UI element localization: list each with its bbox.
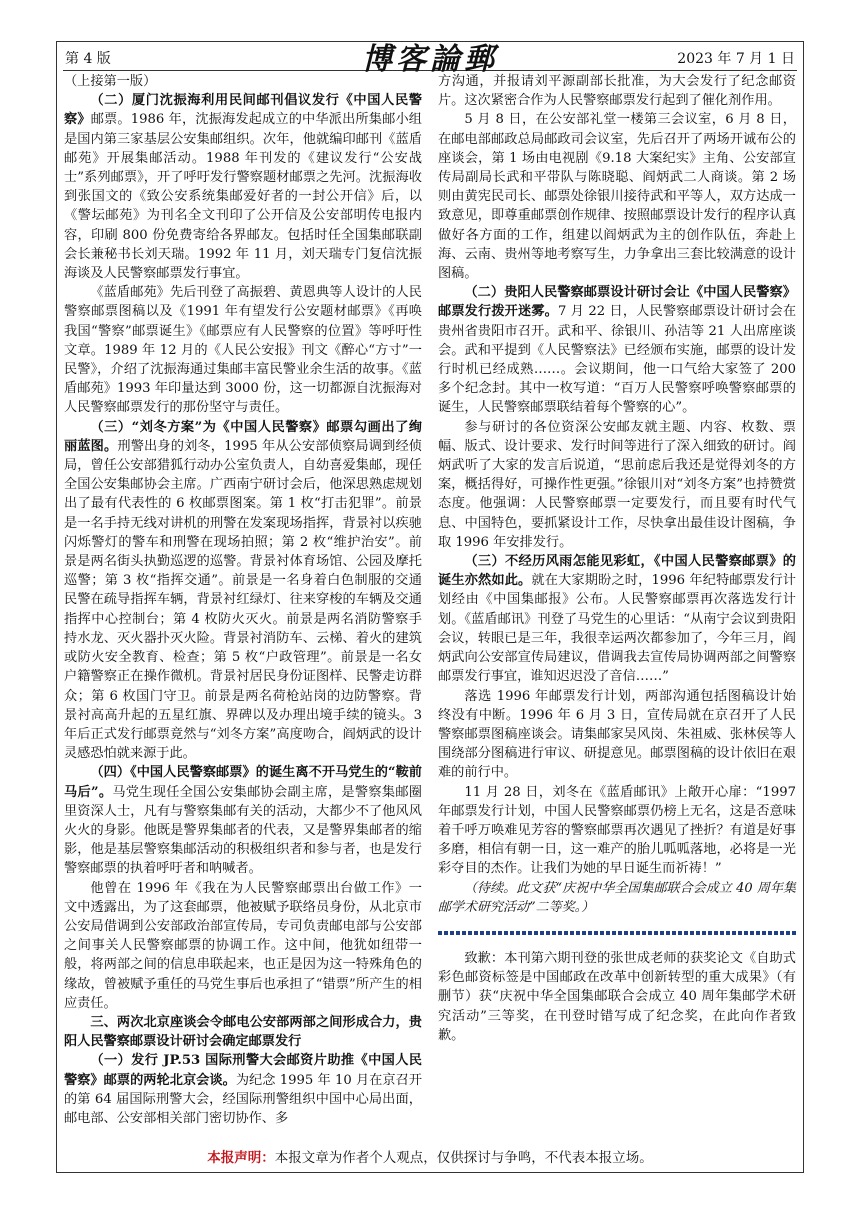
- disclaimer-footer: [56, 1146, 804, 1166]
- part-3-section-1-paragraph-1: [64, 1051, 422, 1128]
- section-3-paragraph-1: [64, 418, 422, 764]
- disclaimer-text: 本报文章为作者个人观点，仅供探讨与争鸣，不代表本报立场。: [274, 1150, 653, 1166]
- right-column: [438, 72, 796, 1045]
- part-3-section-1-continued: 方沟通，并报请刘平源副部长批准，为大会发行了纪念邮资片。这次紧密合作为人民警察邮票发行起到了催化剂作用。: [438, 74, 796, 109]
- dotted-divider: [438, 931, 796, 935]
- issue-date: 2023 年 7 月 1 日: [677, 51, 795, 67]
- left-column: [64, 72, 422, 1128]
- award-note: （待续。此文获“庆祝中华全国集邮联合会成立 40 周年集邮学术研究活动”二等奖。）: [438, 880, 796, 915]
- section-4-paragraph-1: [64, 763, 422, 878]
- section-4-text: 马党生现任全国公安集邮协会副主席，是警察集邮圈里资深人士，凡有与警察集邮有关的活动，大都少不了他风风火火的身影。他既是警界集邮者的代表，又是警界集邮者的缩影，他是基层警察集邮活动的积极组织者和参与者，也是发行警察邮票的执着呼吁者和呐喊者。: [64, 784, 422, 877]
- part-3-section-3-heading: （三）不经历风雨怎能见彩虹，《中国人民警察邮票》的诞生亦然如此。: [438, 554, 796, 589]
- section-4-paragraph-2: 他曾在 1996 年《我在为人民警察邮票出台做工作》一文中透露出，为了这套邮票，他被赋予联络员身份，从北京市公安局借调到公安部政治部宣传局，专司负责邮电部与公安部之间事关人民警察邮票的协调工作。这中间，他犹如纽带一般，将两部之间的信息串联起来，也正是因为这一特殊角色的缘故，曾被赋予重任的马党生事后也承担了“错票”所产生的相应责任。: [64, 880, 422, 1011]
- part-3-section-3-text: 就在大家期盼之时，1996 年纪特邮票发行计划经由《中国集邮报》公布。人民警察邮票再次落选发行计划。《蓝盾邮讯》刊登了马党生的心里话：“从南宁会议到贵阳会议，转眼已是三年，我很幸运两次都参加了，今年三月，阎炳武向公安部宣传局建议，借调我去宣传局协调两部之间警察邮票发行事宜，谁知迟迟没了音信……”: [438, 573, 796, 685]
- section-3-text: 刑警出身的刘冬，1995 年从公安部侦察局调到经侦局，曾任公安部猎狐行动办公室负责人，自幼喜爱集邮，现任全国公安集邮协会主席。广西南宁研讨会后，他深思熟虑规划出了最有代表性的 6 枚邮票图案。第 1 枚“打击犯罪”。前景是一名手持无线对讲机的刑警在发案现场指挥，背景衬以疾驰闪烁警灯的警车和刑警在现场拍照；第 2 枚“维护治安”。前景是两名街头执勤巡逻的巡警。背景衬体育场馆、公园及摩托巡警；第 3 枚“指挥交通”。前景是一名身着白色制服的交通民警在疏导指挥车辆，背景衬红绿灯、往来穿梭的车辆及交通指挥中心控制台；第 4 枚防火灭火。前景是两名消防警察手持水龙、灭火器扑灭火险。背景衬消防车、云梯、着火的建筑或防火安全教育、检查；第 5 枚“户政管理”。前景是一名女户籍警察正在操作微机。背景衬居民身份证图样、民警走访群众；第 6 枚国门守卫。前景是两名荷枪站岗的边防警察。背景衬高高升起的五星红旗、界碑以及办理出境手续的镜头。3 年后正式发行邮票竟然与“刘冬方案”高度吻合，阎炳武的设计灵感恐怕就来源于此。: [64, 438, 422, 762]
- page-header: [63, 30, 797, 77]
- apology-notice: 致歉：本刊第六期刊登的张世成老师的获奖论文《自助式彩色邮资标签是中国邮政在改革中创新转型的重大成果》（有删节）获“庆祝中华全国集邮联合会成立 40 周年集邮学术研究活动”三等奖，在刊登时错写成了纪念奖，在此向作者致歉。: [438, 950, 796, 1043]
- part-3-section-2-paragraph-1: [438, 283, 796, 417]
- part-3-section-2-paragraph-2: 参与研讨的各位资深公安邮友就主题、内容、枚数、票幅、版式、设计要求、发行时间等进行了深入细致的研讨。阎炳武听了大家的发言后说道，“思前虑后我还是觉得刘冬的方案，概括得好，可操作性更强。”徐银川对“刘冬方案”也持赞赏态度。他强调：人民警察邮票一定要发行，而且要有时代气息、中国特色，要抓紧设计工作，尽快拿出最佳设计图稿，争取 1996 年安排发行。: [438, 419, 796, 550]
- edition-number: 第 4 版: [65, 51, 111, 67]
- part-3-section-1-text: 为纪念 1995 年 10 月在京召开的第 64 届国际刑警大会，经国际刑警组织中国中心局出面，邮电部、公安部相关部门密切协作、多: [64, 1072, 423, 1126]
- continued-note: （上接第一版）: [64, 74, 157, 89]
- part-3-section-3-paragraph-2: 落选 1996 年邮票发行计划，两部沟通包括图稿设计始终没有中断。1996 年 6 月 3 日，宣传局就在京召开了人民警察邮票图稿座谈会。请集邮家吴风岗、朱祖威、张林侯等人围绕部分图稿进行审议、研提意见。邮票图稿的设计依旧在艰难的前行中。: [438, 688, 796, 781]
- section-4-heading: （四）《中国人民警察邮票》的诞生离不开马党生的“鞍前马后”。: [64, 765, 422, 800]
- part-3-section-1-paragraph-2: 5 月 8 日，在公安部礼堂一楼第三会议室，6 月 8 日，在邮电部邮政总局邮政司会议室，先后召开了两场开诚布公的座谈会，第 1 场由电视剧《9.18 大案纪实》主角、公安部宣传局副局长武和平带队与陈晓聪、阎炳武二人商谈。第 2 场则由黄宪民司长、邮票处徐银川接待武和平等人，双方达成一致意见，即尊重邮票创作规律、按照邮票设计发行的程序认真做好各方面的工作，组建以阎炳武为主的创作队伍，奔赴上海、云南、贵州等地考察写生，力争拿出三套比较满意的设计图稿。: [438, 112, 796, 282]
- part-3-section-3-paragraph-1: [438, 552, 796, 686]
- section-2-text: 邮票。1986 年，沈振海发起成立的中华派出所集邮小组是国内第三家基层公安集邮组织。次年，他就编印邮刊《蓝盾邮苑》开展集邮活动。1988 年刊发的《建议发行“公安战士”系列邮票》，开了呼吁发行警察题材邮票之先河。沈振海收到张国文的《致公安系统集邮爱好者的一封公开信》后，以《警坛邮苑》为刊名全文刊印了公开信及公安部明传电报内容，印刷 800 份免费寄给各界邮友。包括时任全国集邮联副会长兼秘书长刘天瑞。1992 年 11 月，刘天瑞专门复信沈振海谈及人民警察邮票发行事宜。: [64, 112, 422, 282]
- part-3-section-1-heading: （一）发行 JP.53 国际刑警大会邮资片助推《中国人民警察》邮票的两轮北京会谈。: [64, 1053, 422, 1088]
- part-3-section-3-paragraph-3: 11 月 28 日，刘冬在《蓝盾邮讯》上敞开心扉：“1997 年邮票发行计划，中国人民警察邮票仍榜上无名，这是否意味着千呼万唤难见芳容的警察邮票再次遇见了挫折？有道是好事多磨，相信有朝一日，这一难产的胎儿呱呱落地，必将是一光彩夺目的杰作。让我们为她的早日诞生而祈祷！”: [438, 784, 796, 877]
- section-3-heading: （三）“刘冬方案”为《中国人民警察》邮票勾画出了绚丽蓝图。: [64, 419, 422, 454]
- section-2-heading: （二）厦门沈振海利用民间邮刊倡议发行《中国人民警察》: [64, 93, 422, 128]
- section-2-paragraph-1: [64, 91, 422, 283]
- section-2-paragraph-2: 《蓝盾邮苑》先后刊登了高振碧、黄恩典等人设计的人民警察邮票图稿以及《1991 年有望发行公安题材邮票》《再唤我国“警察”邮票诞生》《邮票应有人民警察的位置》等呼吁性文章。1989 年 12 月的《人民公安报》刊文《醉心“方寸”一民警》，介绍了沈振海通过集邮丰富民警业余生活的故事。《蓝盾邮苑》1993 年印量达到 3000 份，这一切都源自沈振海对人民警察邮票发行的那份坚守与责任。: [64, 285, 422, 416]
- masthead-logo: 博客論郵: [362, 42, 498, 77]
- part-3-section-2-text: 7 月 22 日，人民警察邮票设计研讨会在贵州省贵阳市召开。武和平、徐银川、孙洁等 21 人出席座谈会。武和平提到《人民警察法》已经颁布实施，邮票的设计发行时机已经成熟……。会议期间，他一口气给大家签了 200 多个纪念封。其中一枚写道：“百万人民警察呼唤警察邮票的诞生，人民警察邮票联结着每个警察的心”。: [438, 304, 797, 416]
- disclaimer-label: 本报声明：: [207, 1150, 275, 1166]
- part-3-section-2-heading: （二）贵阳人民警察邮票设计研讨会让《中国人民警察》邮票发行拨开迷雾。: [438, 285, 796, 320]
- part-3-heading: 三、两次北京座谈会令邮电公安部两部之间形成合力，贵阳人民警察邮票设计研讨会确定邮票发行: [64, 1014, 422, 1050]
